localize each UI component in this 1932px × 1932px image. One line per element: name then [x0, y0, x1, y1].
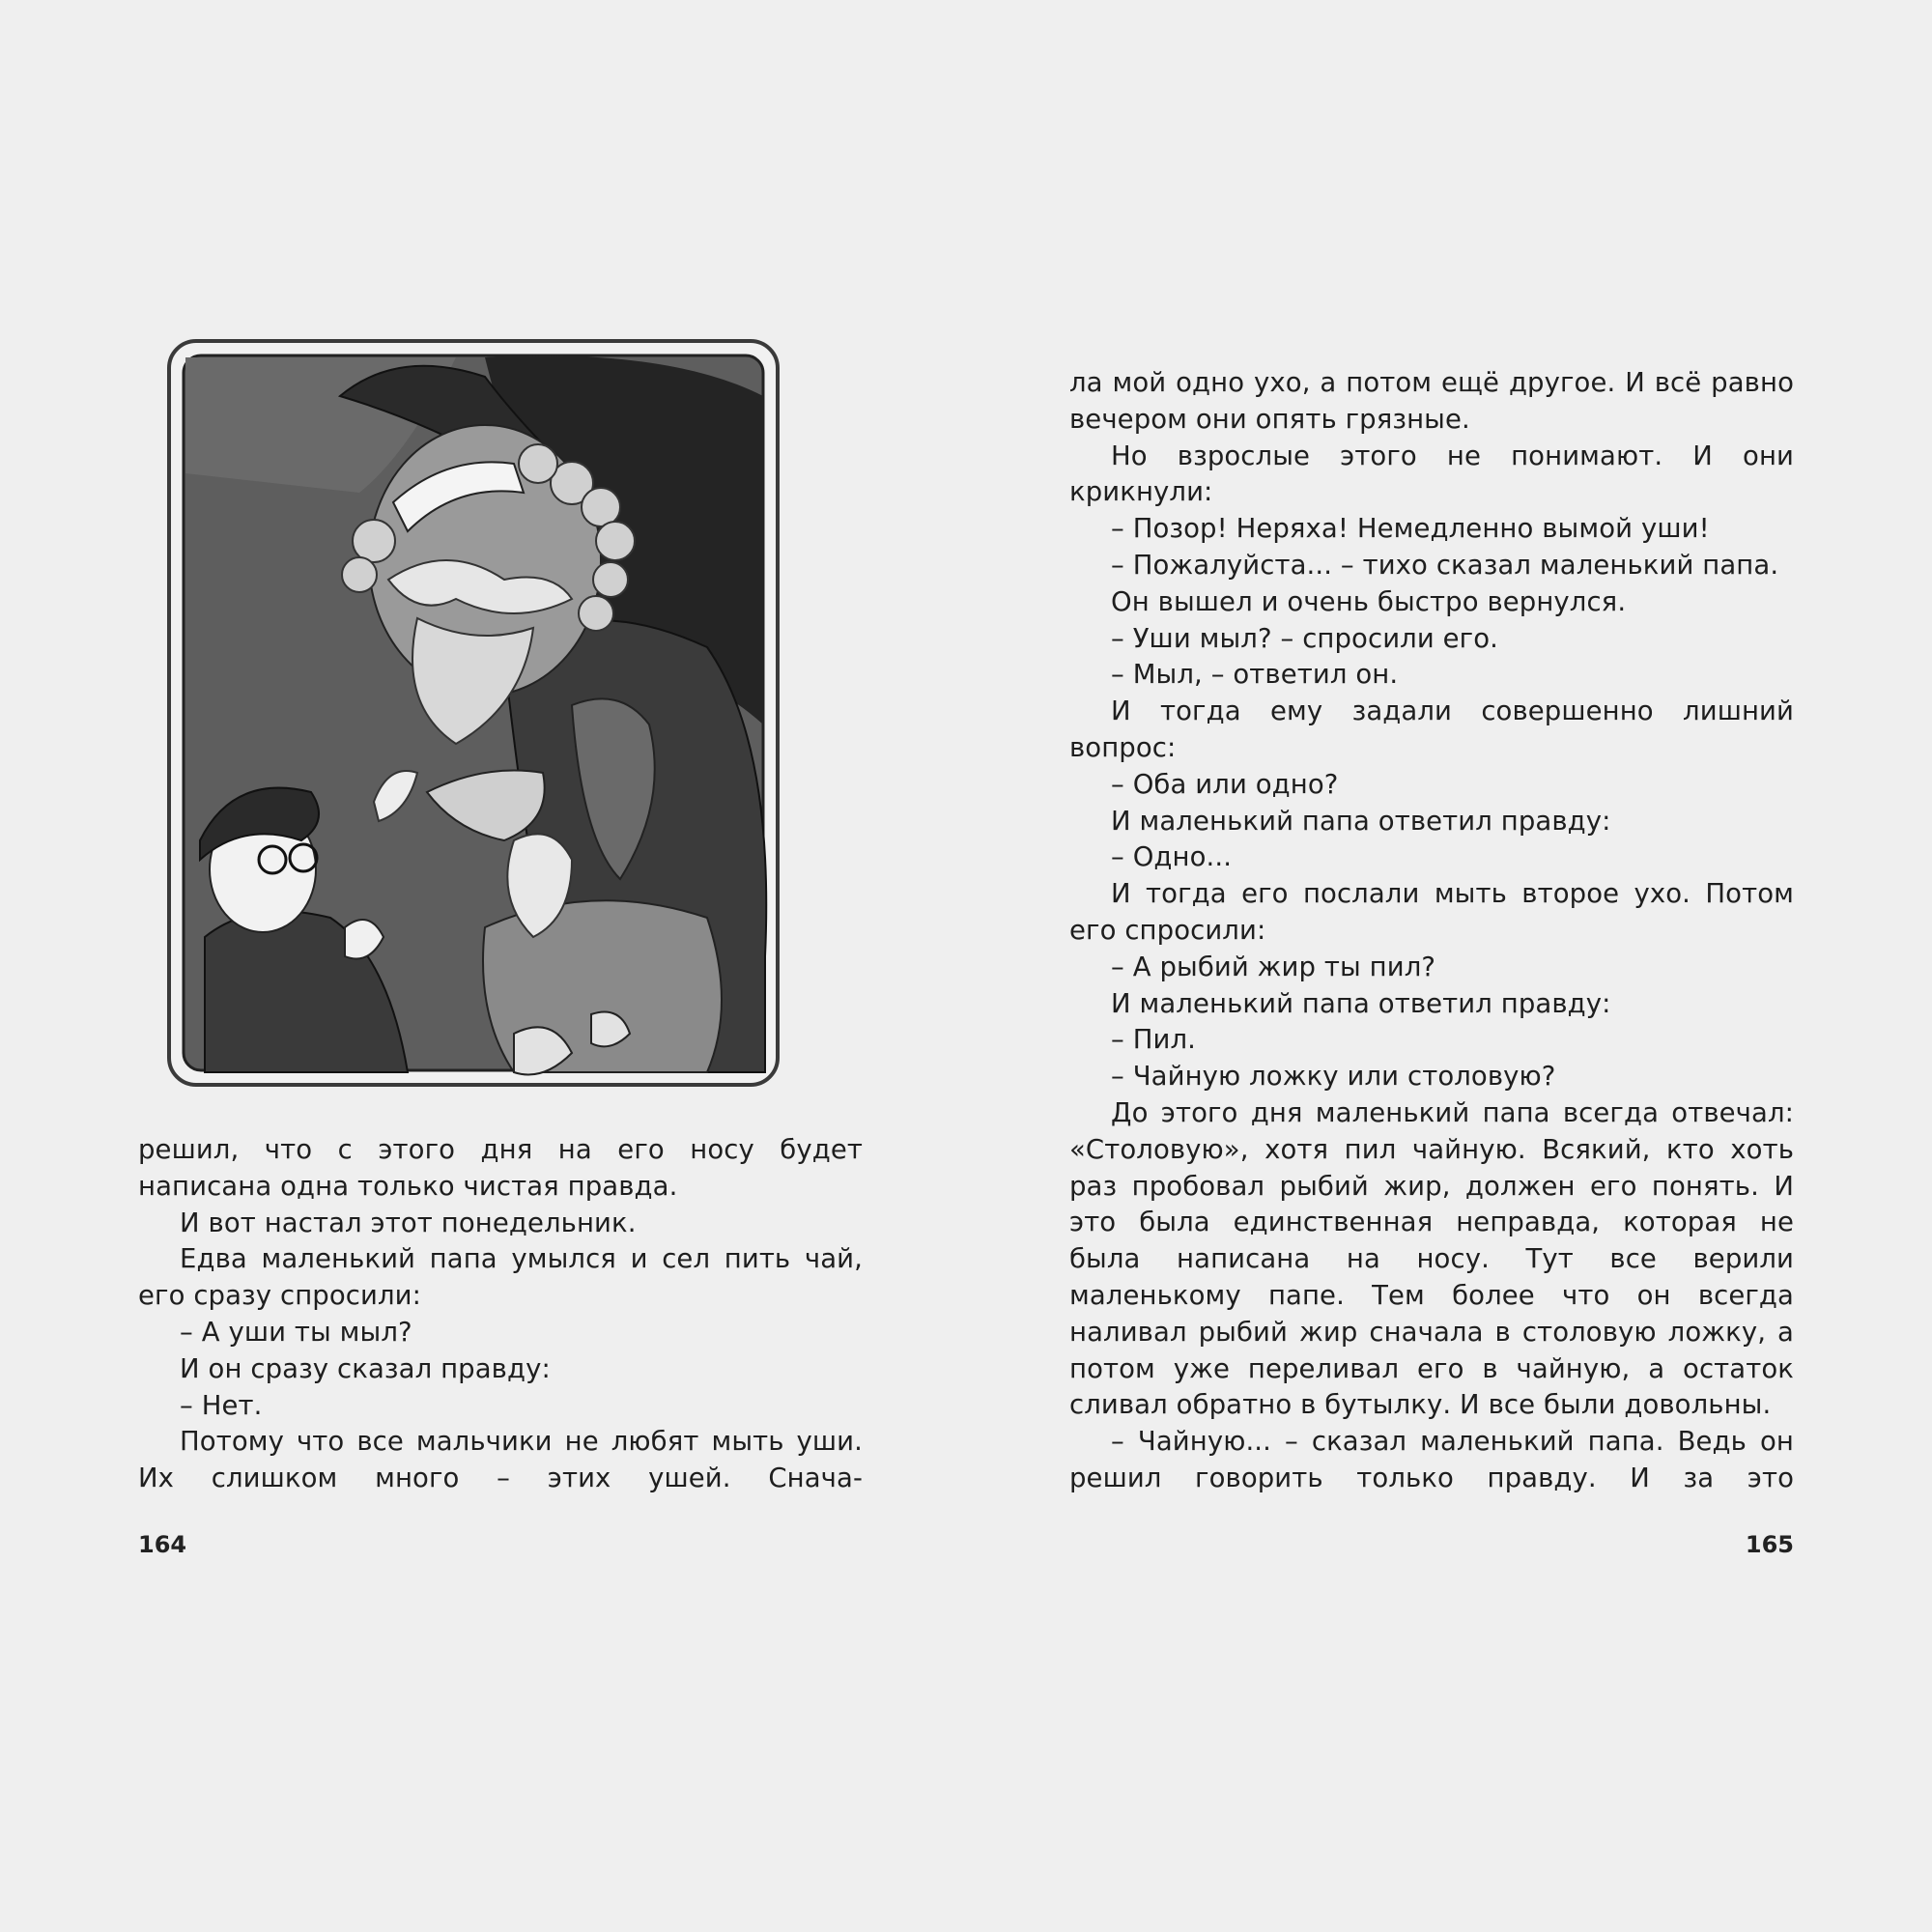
- left-text-column: [138, 1132, 863, 1497]
- paragraph: – А уши ты мыл?: [180, 1316, 412, 1348]
- paragraph: Но взрослые этого не понимают. И они крикнули:: [1069, 440, 1794, 508]
- paragraph: И вот настал этот понедельник.: [180, 1207, 637, 1238]
- paragraph: Он вышел и очень быстро вернулся.: [1111, 585, 1627, 617]
- paragraph: И тогда ему задали совершенно лишний вопрос:: [1069, 696, 1794, 763]
- right-text-column: [1069, 365, 1794, 1497]
- paragraph: И тогда его послали мыть второе ухо. Потом его спросили:: [1069, 878, 1794, 946]
- paragraph: – Нет.: [180, 1389, 263, 1421]
- paragraph: ла мой одно ухо, а потом ещё другое. И всё равно вечером они опять грязные.: [1069, 367, 1794, 435]
- paragraph: – Чайную... – сказал маленький папа. Ведь он решил говорить только правду. И за это: [1069, 1426, 1794, 1493]
- paragraph: – Одно...: [1111, 841, 1233, 873]
- paragraph: До этого дня маленький папа всегда отвечал: «Столовую», хотя пил чайную. Всякий, кто хоть раз пробовал рыбий жир, должен его понять. И это была единственная неправда, которая не была написана на носу. Тут все верили маленькому папе. Тем более что он всегда наливал рыбий жир сначала в столовую ложку, а потом уже переливал его в чайную, а остаток сливал обратно в бутылку. И все были довольны.: [1069, 1096, 1794, 1421]
- paragraph: – Мыл, – ответил он.: [1111, 659, 1399, 691]
- paragraph: – Пил.: [1111, 1024, 1196, 1056]
- paragraph: Едва маленький папа умылся и сел пить чай, его сразу спросили:: [138, 1243, 863, 1312]
- paragraph: решил, что с этого дня на его носу будет написана одна только чистая правда.: [138, 1134, 863, 1202]
- paragraph: – Пожалуйста... – тихо сказал маленький папа.: [1111, 549, 1779, 581]
- paragraph: Потому что все мальчики не любят мыть уши. Их слишком много – этих ушей. Снача-: [138, 1426, 863, 1494]
- paragraph: – Уши мыл? – спросили его.: [1111, 622, 1498, 654]
- page-number: 164: [138, 1531, 187, 1558]
- page-number: 165: [1745, 1531, 1794, 1558]
- paragraph: И он сразу сказал правду:: [180, 1352, 551, 1384]
- paragraph: – Чайную ложку или столовую?: [1111, 1061, 1556, 1093]
- paragraph: – А рыбий жир ты пил?: [1111, 951, 1436, 982]
- paragraph: – Позор! Неряха! Немедленно вымой уши!: [1111, 513, 1710, 545]
- paragraph: И маленький папа ответил правду:: [1111, 987, 1611, 1019]
- illustration-drawing: [166, 338, 804, 1101]
- right-page: [966, 0, 1932, 1932]
- paragraph: – Оба или одно?: [1111, 768, 1339, 800]
- paragraph: И маленький папа ответил правду:: [1111, 805, 1611, 837]
- illustration: [166, 338, 804, 1101]
